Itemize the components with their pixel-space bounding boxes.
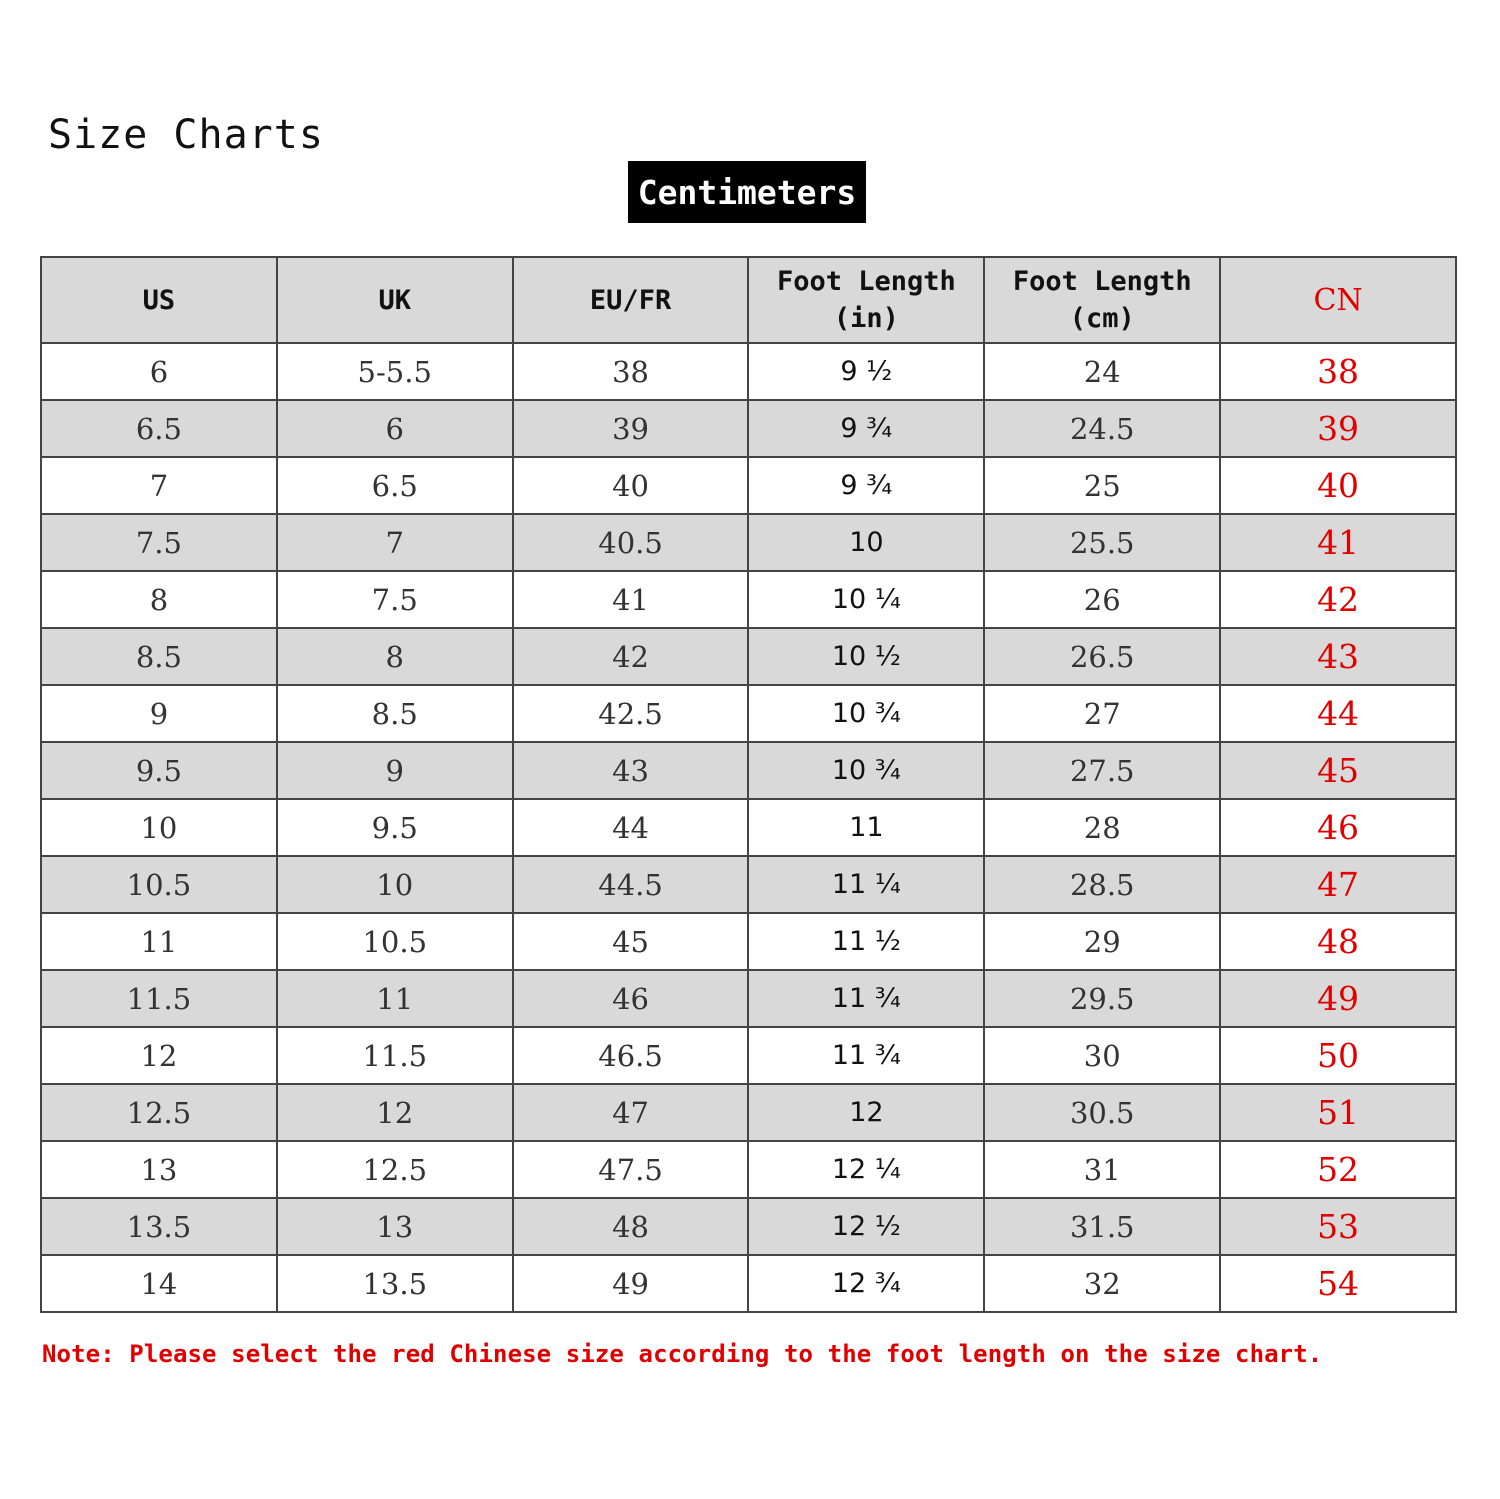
table-row [41,400,1456,457]
cell-eu-fr: 47.5 [513,1141,749,1198]
cell-foot-length-cm: 25 [984,457,1220,514]
cell-uk: 8 [277,628,513,685]
cell-foot-length-cm: 31 [984,1141,1220,1198]
cell-foot-length-in: 12 ¾ [748,1255,984,1312]
cell-eu-fr: 38 [513,343,749,400]
table-row [41,571,1456,628]
header-foot-length-in [748,257,984,343]
table-row [41,799,1456,856]
cell-eu-fr: 45 [513,913,749,970]
header-row [41,257,1456,343]
cell-us: 6.5 [41,400,277,457]
header-foot-length-cm [984,257,1220,343]
cell-eu-fr: 40 [513,457,749,514]
cell-foot-length-cm: 25.5 [984,514,1220,571]
cell-foot-length-in: 10 ¾ [748,685,984,742]
cell-uk: 7 [277,514,513,571]
cell-foot-length-in: 9 ½ [748,343,984,400]
cell-foot-length-in: 11 [748,799,984,856]
cell-foot-length-cm: 28 [984,799,1220,856]
cell-us: 11.5 [41,970,277,1027]
cell-uk: 7.5 [277,571,513,628]
cell-foot-length-in: 12 [748,1084,984,1141]
cell-us: 11 [41,913,277,970]
cell-us: 6 [41,343,277,400]
cell-eu-fr: 41 [513,571,749,628]
table-body [41,343,1456,1312]
cell-foot-length-cm: 29.5 [984,970,1220,1027]
cell-cn: 42 [1220,571,1456,628]
cell-foot-length-in: 12 ¼ [748,1141,984,1198]
cell-us: 8.5 [41,628,277,685]
cell-uk: 11 [277,970,513,1027]
cell-us: 13.5 [41,1198,277,1255]
cell-uk: 11.5 [277,1027,513,1084]
table-row [41,913,1456,970]
cell-cn: 44 [1220,685,1456,742]
table-header [41,257,1456,343]
page-title: Size Charts [48,112,324,158]
cell-uk: 10.5 [277,913,513,970]
cell-foot-length-cm: 32 [984,1255,1220,1312]
cell-foot-length-in: 10 ¼ [748,571,984,628]
cell-us: 10.5 [41,856,277,913]
cell-us: 7 [41,457,277,514]
cell-uk: 10 [277,856,513,913]
cell-eu-fr: 42.5 [513,685,749,742]
cell-us: 9.5 [41,742,277,799]
cell-foot-length-cm: 31.5 [984,1198,1220,1255]
cell-uk: 13 [277,1198,513,1255]
cell-us: 14 [41,1255,277,1312]
cell-foot-length-in: 11 ½ [748,913,984,970]
cell-cn: 53 [1220,1198,1456,1255]
cell-cn: 47 [1220,856,1456,913]
table-row [41,1084,1456,1141]
cell-cn: 49 [1220,970,1456,1027]
cell-cn: 45 [1220,742,1456,799]
cell-us: 12.5 [41,1084,277,1141]
cell-cn: 46 [1220,799,1456,856]
cell-uk: 6 [277,400,513,457]
header-foot-length-cm-line1: Foot Length [1012,266,1192,297]
cell-cn: 48 [1220,913,1456,970]
table-row [41,685,1456,742]
table-row [41,1198,1456,1255]
cell-cn: 38 [1220,343,1456,400]
header-foot-length-in-line2: (in) [833,303,899,334]
cell-cn: 43 [1220,628,1456,685]
cell-eu-fr: 39 [513,400,749,457]
cell-eu-fr: 40.5 [513,514,749,571]
cell-us: 9 [41,685,277,742]
header-foot-length-cm-line2: (cm) [1069,303,1135,334]
cell-foot-length-in: 10 ½ [748,628,984,685]
cell-eu-fr: 44 [513,799,749,856]
cell-foot-length-cm: 30.5 [984,1084,1220,1141]
cell-cn: 40 [1220,457,1456,514]
cell-foot-length-in: 11 ¼ [748,856,984,913]
cell-foot-length-cm: 26.5 [984,628,1220,685]
cell-foot-length-cm: 29 [984,913,1220,970]
table-row [41,1141,1456,1198]
table-row [41,970,1456,1027]
cell-uk: 12.5 [277,1141,513,1198]
cell-uk: 9 [277,742,513,799]
header-us: US [41,257,277,343]
size-note: Note: Please select the red Chinese size according to the foot length on the size chart. [42,1340,1323,1368]
cell-foot-length-cm: 30 [984,1027,1220,1084]
table-row [41,1255,1456,1312]
cell-uk: 12 [277,1084,513,1141]
cell-uk: 5-5.5 [277,343,513,400]
cell-foot-length-in: 12 ½ [748,1198,984,1255]
cell-foot-length-cm: 27 [984,685,1220,742]
cell-cn: 52 [1220,1141,1456,1198]
cell-eu-fr: 46 [513,970,749,1027]
cell-us: 13 [41,1141,277,1198]
cell-uk: 6.5 [277,457,513,514]
unit-badge: Centimeters [628,161,866,223]
cell-foot-length-in: 9 ¾ [748,400,984,457]
cell-eu-fr: 47 [513,1084,749,1141]
table-row [41,457,1456,514]
cell-eu-fr: 44.5 [513,856,749,913]
cell-foot-length-in: 10 [748,514,984,571]
cell-foot-length-cm: 24 [984,343,1220,400]
cell-foot-length-in: 10 ¾ [748,742,984,799]
cell-us: 12 [41,1027,277,1084]
table-row [41,742,1456,799]
cell-eu-fr: 46.5 [513,1027,749,1084]
cell-eu-fr: 48 [513,1198,749,1255]
cell-cn: 50 [1220,1027,1456,1084]
table-row [41,856,1456,913]
cell-eu-fr: 49 [513,1255,749,1312]
table-row [41,343,1456,400]
cell-uk: 8.5 [277,685,513,742]
size-chart-table [40,256,1457,1313]
cell-cn: 39 [1220,400,1456,457]
cell-eu-fr: 43 [513,742,749,799]
header-cn: CN [1220,257,1456,343]
table-row [41,1027,1456,1084]
header-foot-length-in-line1: Foot Length [776,266,956,297]
cell-foot-length-in: 11 ¾ [748,970,984,1027]
table-row [41,514,1456,571]
cell-eu-fr: 42 [513,628,749,685]
cell-us: 7.5 [41,514,277,571]
cell-foot-length-cm: 24.5 [984,400,1220,457]
header-eu-fr: EU/FR [513,257,749,343]
cell-uk: 13.5 [277,1255,513,1312]
cell-uk: 9.5 [277,799,513,856]
cell-foot-length-cm: 28.5 [984,856,1220,913]
cell-foot-length-cm: 26 [984,571,1220,628]
cell-us: 8 [41,571,277,628]
cell-cn: 51 [1220,1084,1456,1141]
cell-foot-length-cm: 27.5 [984,742,1220,799]
cell-us: 10 [41,799,277,856]
cell-foot-length-in: 9 ¾ [748,457,984,514]
cell-foot-length-in: 11 ¾ [748,1027,984,1084]
table-row [41,628,1456,685]
cell-cn: 41 [1220,514,1456,571]
header-uk: UK [277,257,513,343]
cell-cn: 54 [1220,1255,1456,1312]
